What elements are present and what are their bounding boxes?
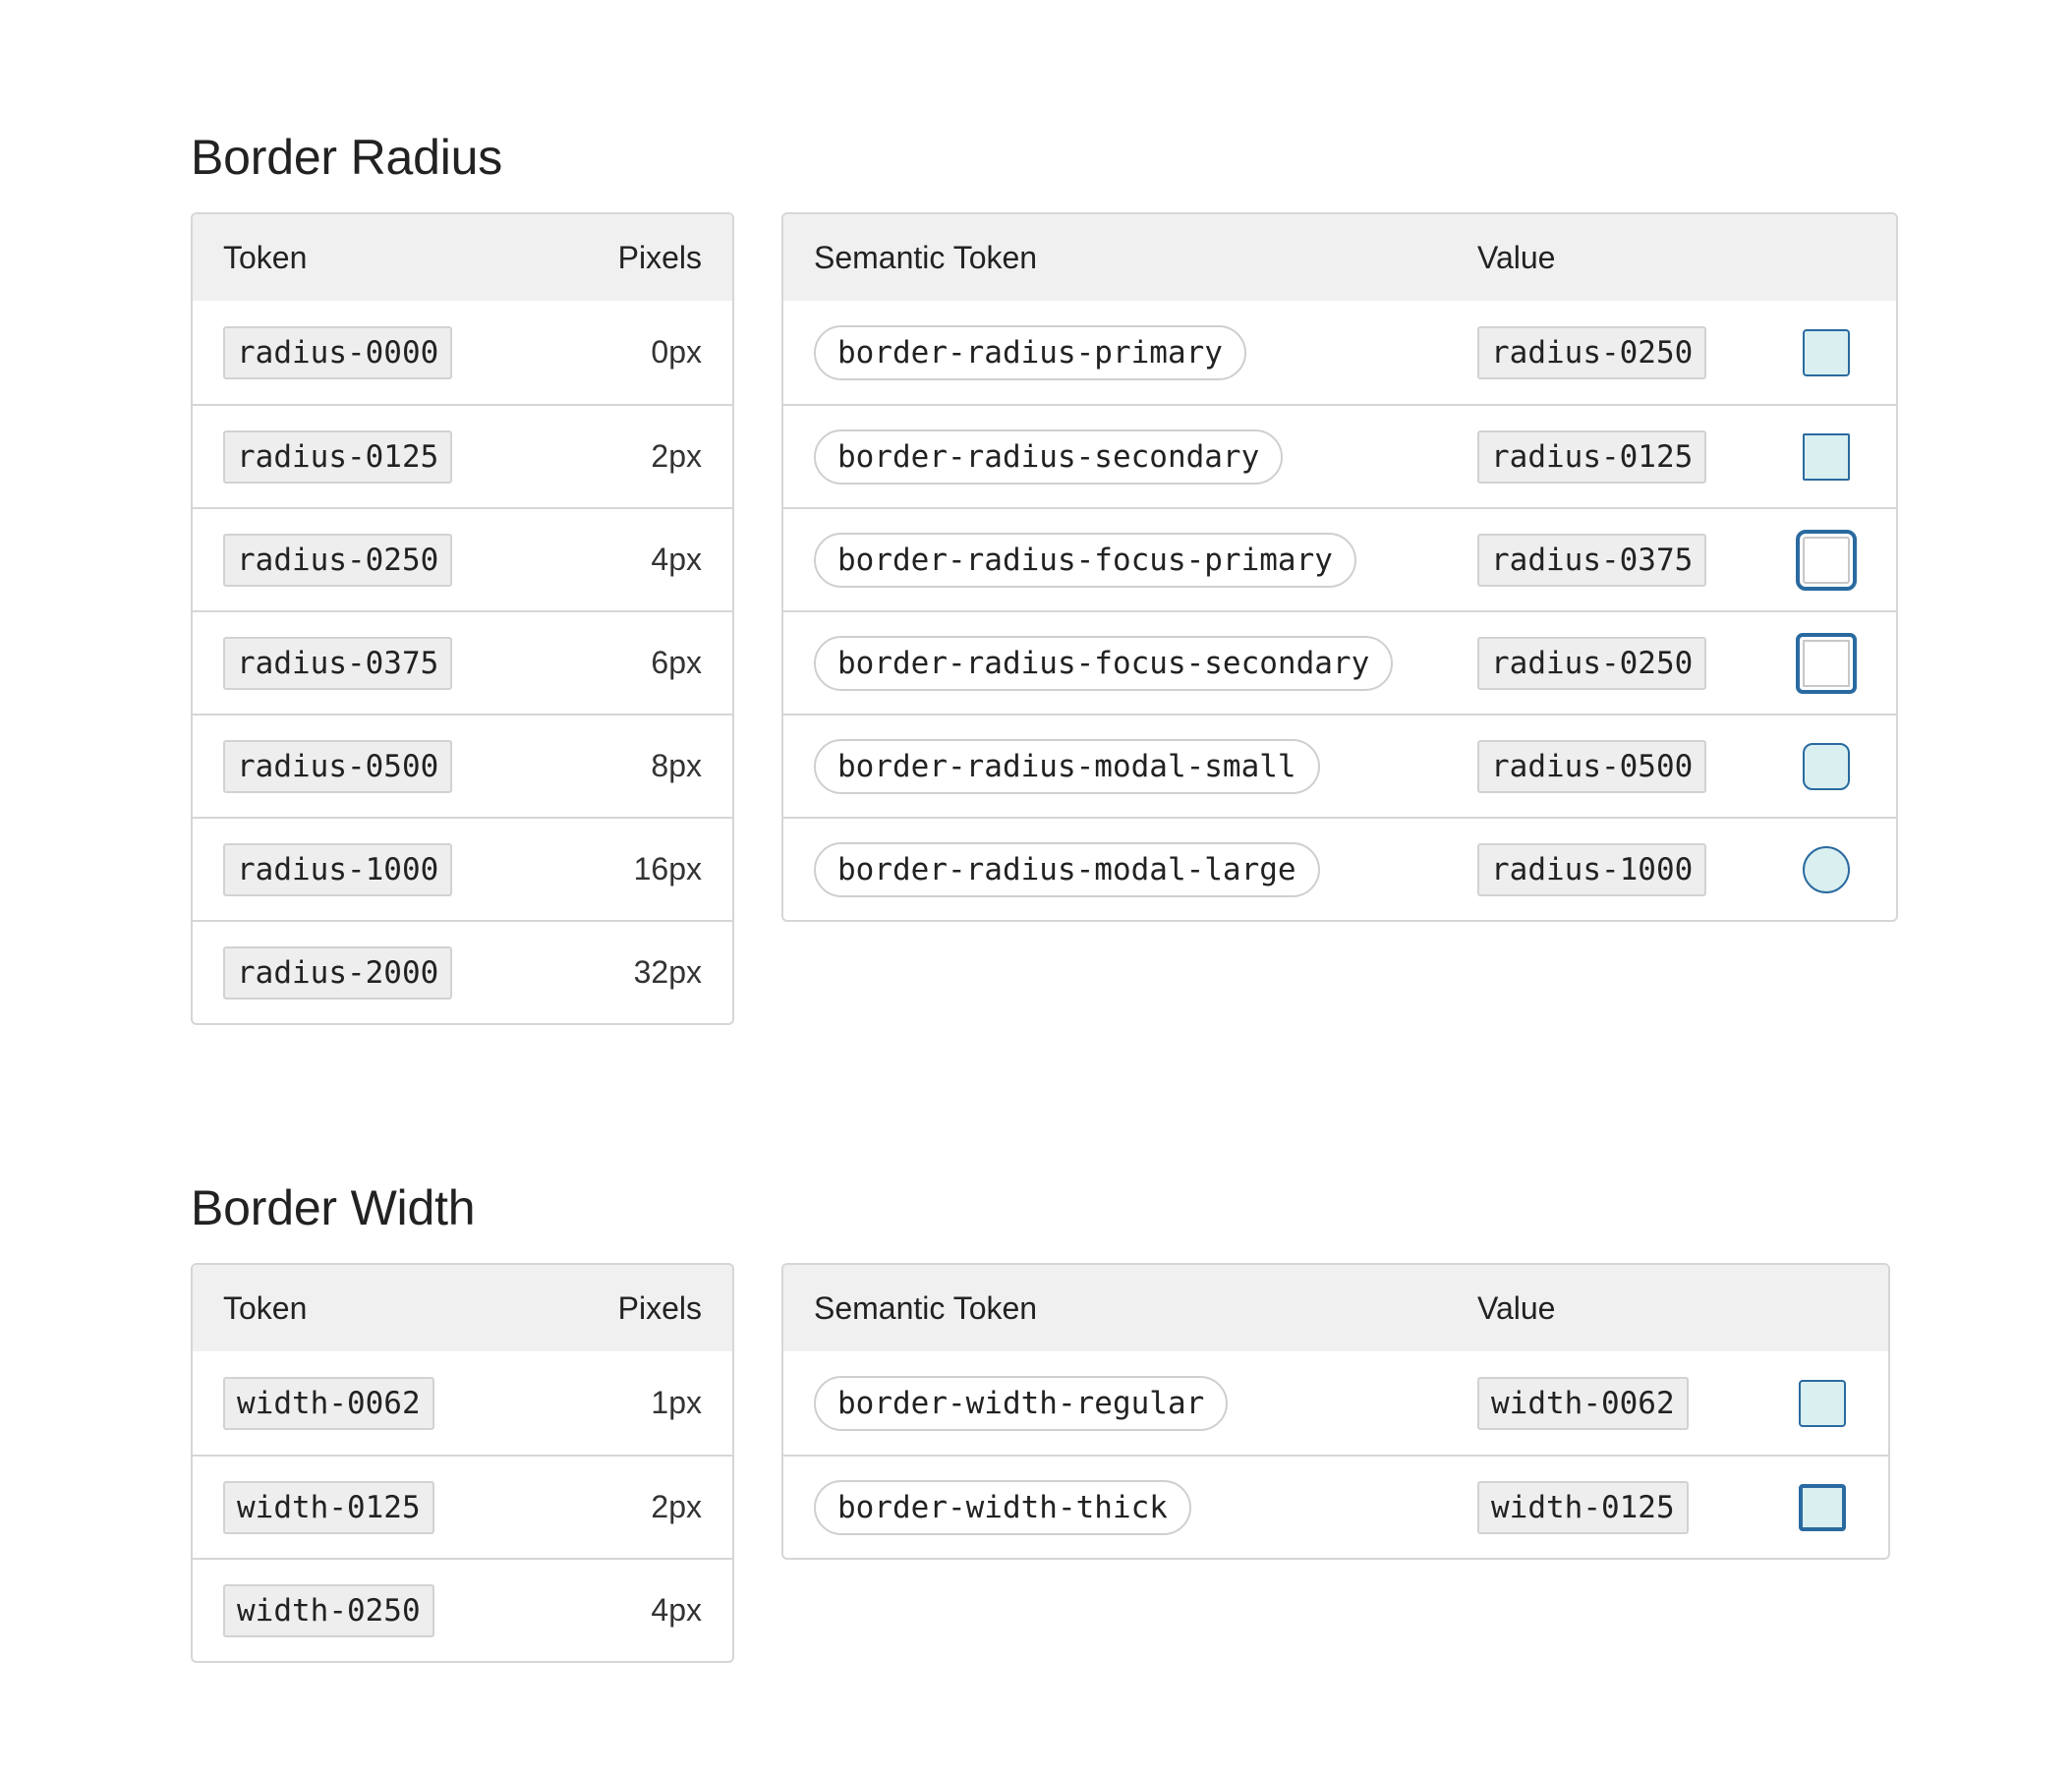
value-cell: [1477, 637, 1782, 690]
semantic-token-pill: border-radius-focus-primary: [814, 533, 1356, 588]
table-row: [193, 1351, 732, 1455]
token-code: radius-1000: [223, 843, 452, 896]
value-code: radius-0125: [1477, 430, 1706, 484]
table-row: [783, 507, 1896, 610]
header-value: Value: [1477, 1289, 1556, 1326]
table-row: [783, 817, 1896, 920]
table-row: [783, 1351, 1888, 1455]
table-row: [783, 301, 1896, 404]
token-code: radius-0125: [223, 430, 452, 484]
border-radius-title: Border Radius: [191, 130, 503, 185]
semantic-token-cell: [814, 636, 1477, 691]
pixel-value: 6px: [651, 645, 702, 680]
pixel-value: 16px: [633, 851, 702, 886]
table-row: [193, 817, 732, 920]
table-row: [193, 301, 732, 404]
header-token: Token: [223, 239, 308, 275]
focus-radius-swatch: [1796, 530, 1857, 591]
table-row: [193, 920, 732, 1023]
pixel-value: 2px: [651, 438, 702, 474]
table-header: [193, 214, 732, 301]
radius-semantic-table: [781, 212, 1898, 922]
swatch-cell: [1782, 846, 1871, 893]
border-radius-section: [191, 126, 1898, 1025]
header-token: Token: [223, 1289, 308, 1326]
swatch-cell: [1778, 1484, 1867, 1531]
radius-swatch: [1803, 329, 1850, 376]
width-swatch: [1799, 1380, 1846, 1427]
table-row: [783, 1455, 1888, 1558]
semantic-token-pill: border-radius-modal-small: [814, 739, 1320, 794]
value-cell: [1477, 1481, 1778, 1534]
semantic-token-pill: border-radius-primary: [814, 325, 1246, 380]
token-code: radius-0250: [223, 534, 452, 587]
pixel-value: 2px: [651, 1489, 702, 1524]
header-pixels: Pixels: [617, 239, 702, 275]
semantic-token-cell: [814, 1480, 1477, 1535]
value-code: width-0062: [1477, 1377, 1689, 1430]
value-code: radius-0500: [1477, 740, 1706, 793]
table-row: [193, 610, 732, 714]
swatch-cell: [1782, 743, 1871, 790]
value-code: radius-0250: [1477, 637, 1706, 690]
value-code: width-0125: [1477, 1481, 1689, 1534]
token-code: radius-0500: [223, 740, 452, 793]
table-body: [193, 1351, 732, 1661]
table-row: [193, 507, 732, 610]
border-width-section: [191, 1176, 1890, 1663]
value-code: radius-1000: [1477, 843, 1706, 896]
token-code: radius-0375: [223, 637, 452, 690]
width-token-table: [191, 1263, 734, 1663]
semantic-token-pill: border-radius-focus-secondary: [814, 636, 1393, 691]
semantic-token-cell: [814, 325, 1477, 380]
semantic-token-cell: [814, 1376, 1477, 1431]
value-code: radius-0250: [1477, 326, 1706, 379]
pixel-value: 4px: [651, 542, 702, 577]
table-row: [783, 714, 1896, 817]
token-code: radius-0000: [223, 326, 452, 379]
token-code: radius-2000: [223, 946, 452, 1000]
swatch-cell: [1782, 633, 1871, 694]
pixel-value: 4px: [651, 1592, 702, 1628]
table-body: [783, 301, 1896, 920]
swatch-cell: [1782, 329, 1871, 376]
header-pixels: Pixels: [617, 1289, 702, 1326]
header-value: Value: [1477, 239, 1556, 275]
focus-radius-swatch: [1796, 633, 1857, 694]
value-cell: [1477, 843, 1782, 896]
semantic-token-cell: [814, 739, 1477, 794]
value-code: radius-0375: [1477, 534, 1706, 587]
table-row: [193, 1455, 732, 1558]
border-width-title: Border Width: [191, 1180, 476, 1235]
table-row: [193, 404, 732, 507]
swatch-cell: [1778, 1380, 1867, 1427]
header-semantic-token: Semantic Token: [814, 239, 1038, 275]
value-cell: [1477, 1377, 1778, 1430]
table-header: [193, 1265, 732, 1351]
semantic-token-cell: [814, 429, 1477, 485]
swatch-cell: [1782, 530, 1871, 591]
table-header: [783, 1265, 1888, 1351]
width-swatch: [1799, 1484, 1846, 1531]
table-row: [193, 714, 732, 817]
pixel-value: 32px: [633, 954, 702, 990]
table-row: [783, 610, 1896, 714]
pixel-value: 0px: [651, 334, 702, 370]
border-radius-tables: [191, 212, 1898, 1025]
value-cell: [1477, 740, 1782, 793]
value-cell: [1477, 534, 1782, 587]
table-body: [193, 301, 732, 1023]
token-code: width-0125: [223, 1481, 434, 1534]
semantic-token-cell: [814, 533, 1477, 588]
width-semantic-table: [781, 1263, 1890, 1560]
swatch-cell: [1782, 433, 1871, 481]
semantic-token-pill: border-width-regular: [814, 1376, 1228, 1431]
header-semantic-token: Semantic Token: [814, 1289, 1038, 1326]
radius-token-table: [191, 212, 734, 1025]
table-row: [783, 404, 1896, 507]
value-cell: [1477, 430, 1782, 484]
table-body: [783, 1351, 1888, 1558]
semantic-token-pill: border-radius-secondary: [814, 429, 1283, 485]
table-row: [193, 1558, 732, 1661]
radius-swatch: [1803, 743, 1850, 790]
radius-swatch: [1803, 846, 1850, 893]
token-code: width-0250: [223, 1584, 434, 1637]
border-width-tables: [191, 1263, 1890, 1663]
table-header: [783, 214, 1896, 301]
semantic-token-pill: border-width-thick: [814, 1480, 1191, 1535]
pixel-value: 1px: [651, 1385, 702, 1420]
radius-swatch: [1803, 433, 1850, 481]
pixel-value: 8px: [651, 748, 702, 783]
semantic-token-pill: border-radius-modal-large: [814, 842, 1320, 897]
value-cell: [1477, 326, 1782, 379]
token-code: width-0062: [223, 1377, 434, 1430]
semantic-token-cell: [814, 842, 1477, 897]
